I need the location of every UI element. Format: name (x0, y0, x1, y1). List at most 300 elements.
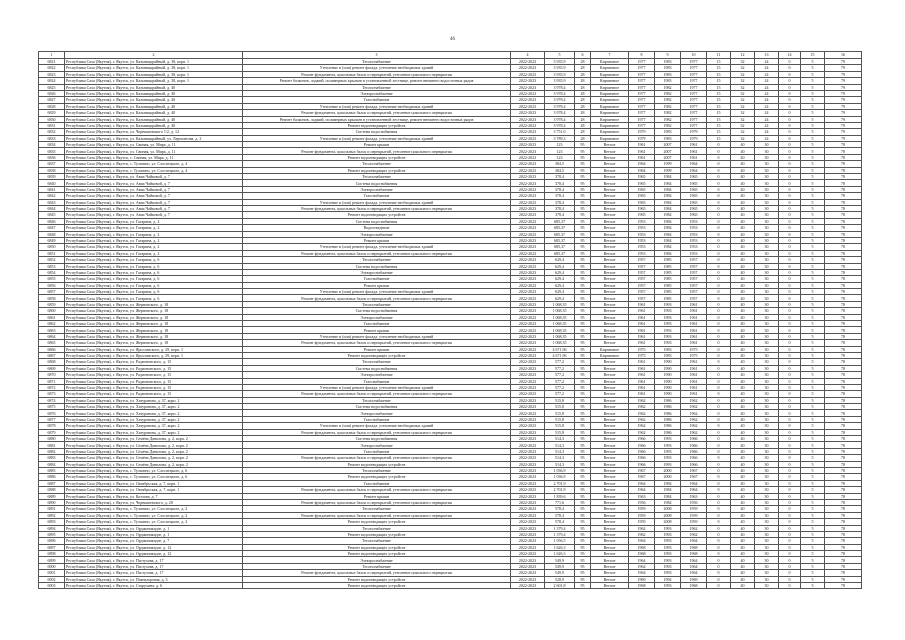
table-cell: 30 (755, 487, 779, 493)
table-cell: 0 (779, 65, 801, 71)
table-cell: 1964 (681, 161, 707, 167)
table-cell: Ветхое (591, 218, 629, 224)
table-cell: 5 (801, 71, 825, 77)
table-cell: 1993 (655, 563, 681, 569)
table-cell: Ветхое (591, 359, 629, 365)
table-cell: Ремонт фундамента, цокольных балок и перекрытий, утепление цокольного перекрытия (243, 512, 511, 518)
table-cell: 1993 (655, 301, 681, 307)
table-cell: 1957 (629, 289, 655, 295)
table-cell: 40 (731, 333, 755, 339)
table-cell: 32 (731, 103, 755, 109)
table-cell: 5 (801, 410, 825, 416)
table-cell: 40 (731, 269, 755, 275)
table-cell: 1984 (655, 225, 681, 231)
table-cell: 2022-2023 (511, 429, 545, 435)
table-cell: 78 (825, 525, 862, 531)
table-cell: 1962 (681, 397, 707, 403)
table-cell: 1993 (655, 340, 681, 346)
table-cell: 79 (825, 59, 862, 65)
table-cell: Республика Саха (Якутия), г. Якутск, ул. Радионовского, д. 15 (65, 391, 243, 397)
table-cell: 2022-2023 (511, 436, 545, 442)
table-cell: 5 (801, 333, 825, 339)
table-cell: 78 (825, 519, 862, 525)
table-cell: 4 671,96 (545, 346, 575, 352)
table-cell: 2022-2023 (511, 212, 545, 218)
table-cell: 577,2 (545, 391, 575, 397)
table-cell: 1962 (681, 525, 707, 531)
table-cell: 1984 (655, 212, 681, 218)
table-cell: 6862 (39, 321, 65, 327)
table-cell: Ветхое (591, 333, 629, 339)
table-cell: Республика Саха (Якутия), г. Якутск, ул. Гагарина, д. 6 (65, 257, 243, 263)
table-cell: Ремонт водоотводящих устройств (243, 154, 511, 160)
table-cell: 1993 (655, 544, 681, 550)
table-cell: 5 (801, 276, 825, 282)
table-cell: Ветхое (591, 301, 629, 307)
table-cell: Ветхое (591, 442, 629, 448)
table-cell: 6837 (39, 161, 65, 167)
table-cell: 5 (801, 186, 825, 192)
table-cell: Теплоснабжение (243, 563, 511, 569)
table-cell: 1975 (681, 346, 707, 352)
table-cell: 2022-2023 (511, 531, 545, 537)
table-cell: Республика Саха (Якутия), г. Якутск, ул. Жерновского, д. 18 (65, 308, 243, 314)
table-cell: Система водоснабжения (243, 365, 511, 371)
table-cell: 6828 (39, 103, 65, 109)
table-cell: 0 (707, 570, 731, 576)
table-cell: 1961 (681, 372, 707, 378)
table-cell: 1993 (655, 583, 681, 589)
table-cell: Республика Саха (Якутия), г. Якутск, ул. Авиа Чайковой, д. 7 (65, 205, 243, 211)
table-cell: 0 (707, 205, 731, 211)
table-cell: 0 (779, 346, 801, 352)
table-cell: 2022-2023 (511, 563, 545, 569)
table-cell: 6847 (39, 225, 65, 231)
table-cell: 1962 (681, 423, 707, 429)
table-cell: 1977 (629, 110, 655, 116)
table-cell: 78 (825, 480, 862, 486)
table-cell: 2022-2023 (511, 384, 545, 390)
table-cell: 78 (825, 346, 862, 352)
table-cell: 384,5 (545, 161, 575, 167)
table-cell: 95 (575, 154, 591, 160)
table-cell: 0 (707, 199, 731, 205)
table-cell: 0 (707, 174, 731, 180)
table-cell: 1965 (629, 193, 655, 199)
table-cell: 5 (801, 346, 825, 352)
table-cell: 1962 (629, 410, 655, 416)
table-cell: 2022-2023 (511, 448, 545, 454)
table-cell: 0 (707, 167, 731, 173)
table-cell: 0 (779, 59, 801, 65)
table-cell: 0 (707, 327, 731, 333)
table-cell: 2022-2023 (511, 404, 545, 410)
table-cell: 40 (731, 225, 755, 231)
table-cell: Республика Саха (Якутия), г. Якутск, ул. Орджоникидзе, д. 1 (65, 525, 243, 531)
table-cell: 0 (779, 384, 801, 390)
table-cell: 30 (755, 263, 779, 269)
table-cell: Республика Саха (Якутия), г. Якутск, ул. Гагарина, д. 6 (65, 269, 243, 275)
table-cell: Республика Саха (Якутия), г. Якутск, ул. Гагарина, д. 2 (65, 218, 243, 224)
table-cell: 1957 (681, 289, 707, 295)
table-cell: 78 (825, 391, 862, 397)
table-cell: 78 (825, 186, 862, 192)
table-cell: 1953 (681, 250, 707, 256)
table-cell: 6891 (39, 506, 65, 512)
table-cell: 378,4 (545, 212, 575, 218)
table-cell: Кирпичное (591, 84, 629, 90)
table-cell: 2022-2023 (511, 416, 545, 422)
table-cell: 0 (779, 416, 801, 422)
table-cell: 0 (779, 404, 801, 410)
table-cell: 515,8 (545, 404, 575, 410)
table-cell: Теплоснабжение (243, 59, 511, 65)
table-cell: Ветхое (591, 372, 629, 378)
table-cell: 30 (755, 167, 779, 173)
table-cell: 0 (779, 212, 801, 218)
table-cell: 1977 (629, 84, 655, 90)
table-cell: 1961 (681, 148, 707, 154)
table-cell: 1 036,9 (545, 468, 575, 474)
table-cell: 30 (755, 346, 779, 352)
table-cell: 0 (779, 410, 801, 416)
table-cell: 5 (801, 180, 825, 186)
table-cell: Электроснабжение (243, 442, 511, 448)
table-cell: 40 (731, 244, 755, 250)
table-cell: 0 (707, 321, 731, 327)
table-cell: 78 (825, 154, 862, 160)
table-cell: Республика Саха (Якутия), г. Якутск, ул. Семёна Данилова, д. 2, корп. 2 (65, 461, 243, 467)
table-cell: Республика Саха (Якутия), г. Якутск, ул. Авиа Чайковой, д. 7 (65, 193, 243, 199)
table-cell: 6882 (39, 448, 65, 454)
table-cell: 1967 (681, 474, 707, 480)
table-cell: 1966 (681, 461, 707, 467)
table-cell: 1962 (629, 429, 655, 435)
table-cell: Республика Саха (Якутия), г. Якутск, ул. Свиная, ул. Мира, д. 11 (65, 142, 243, 148)
table-cell: 78 (825, 263, 862, 269)
table-cell: 1977 (681, 122, 707, 128)
table-cell: 0 (707, 186, 731, 192)
table-cell: 30 (755, 468, 779, 474)
table-cell: 78 (825, 493, 862, 499)
table-cell: 95 (575, 583, 591, 589)
table-row (39, 583, 862, 589)
table-cell: Ветхое (591, 487, 629, 493)
table-cell: 1983 (655, 352, 681, 358)
table-cell: 2 601,8 (545, 583, 575, 589)
table-cell: Утепление и (или) ремонт фасада, утепление необходимых зданий (243, 199, 511, 205)
table-cell: 0 (707, 346, 731, 352)
table-cell: 0 (707, 378, 731, 384)
table-cell: 0 (779, 551, 801, 557)
table-cell: 5 (801, 148, 825, 154)
table-cell: 40 (731, 199, 755, 205)
table-cell: 1993 (655, 461, 681, 467)
table-cell: 24 (755, 122, 779, 128)
table-cell: Республика Саха (Якутия), г. Якутск, ул. Радионовского, д. 15 (65, 359, 243, 365)
table-cell: Республика Саха (Якутия), г. Якутск, ул. Кальвицкрайный, д. 40 (65, 84, 243, 90)
table-cell: 95 (575, 455, 591, 461)
table-cell: 95 (575, 276, 591, 282)
table-cell: 1961 (629, 333, 655, 339)
table-cell: Теплоснабжение (243, 257, 511, 263)
table-cell: 1953 (629, 231, 655, 237)
table-cell: 6857 (39, 289, 65, 295)
column-header: 5 (545, 52, 575, 59)
table-cell: 6829 (39, 110, 65, 116)
table-cell: 95 (575, 538, 591, 544)
table-cell: 0 (779, 103, 801, 109)
table-cell: 6901 (39, 570, 65, 576)
table-cell: 1965 (629, 212, 655, 218)
table-cell: 5 (801, 480, 825, 486)
table-cell: 1965 (629, 180, 655, 186)
table-cell: 6840 (39, 180, 65, 186)
table-cell: Ветхое (591, 174, 629, 180)
table-cell: 2022-2023 (511, 59, 545, 65)
table-cell: Республика Саха (Якутия), г. Якутск, ул. Жерновского, д. 18 (65, 327, 243, 333)
table-cell: 5 (801, 416, 825, 422)
table-cell: 24 (755, 97, 779, 103)
table-cell: 95 (575, 321, 591, 327)
table-cell: 685,37 (545, 237, 575, 243)
table-cell: Ветхое (591, 282, 629, 288)
table-cell: 95 (575, 212, 591, 218)
table-cell: Утепление и (или) ремонт фасада, утепление необходимых зданий (243, 384, 511, 390)
table-cell: 0 (707, 557, 731, 563)
table-cell: 78 (825, 499, 862, 505)
table-cell: Республика Саха (Якутия), г. Якутск, ул. Авиа Чайковой, д. 7 (65, 180, 243, 186)
column-header: 9 (655, 52, 681, 59)
table-cell: Республика Саха (Якутия), г. Якутск, ул. Радионовского, д. 15 (65, 384, 243, 390)
table-cell: 1983 (655, 135, 681, 141)
table-cell: 78 (825, 231, 862, 237)
table-cell: Кирпичное (591, 59, 629, 65)
table-cell: 78 (825, 416, 862, 422)
table-cell: 1977 (681, 110, 707, 116)
table-cell: 30 (755, 455, 779, 461)
table-cell: 6902 (39, 576, 65, 582)
table-cell: 1986 (655, 423, 681, 429)
table-cell: 95 (575, 333, 591, 339)
table-cell: 78 (825, 512, 862, 518)
table-cell: 78 (825, 576, 862, 582)
table-cell: 1964 (629, 161, 655, 167)
table-cell: Ремонт водоотводящих устройств (243, 551, 511, 557)
table-cell: 40 (731, 231, 755, 237)
table-cell: 1966 (629, 442, 655, 448)
table-cell: 0 (779, 448, 801, 454)
table-cell: 40 (731, 193, 755, 199)
table-cell: 1983 (655, 129, 681, 135)
table-cell: Ветхое (591, 544, 629, 550)
table-cell: 0 (707, 480, 731, 486)
table-cell: Ремонт балконов, лоджий, полимерных крыльев в установленной лестнице, ремонт внешнего водосточных рядов (243, 116, 511, 122)
table-cell: 78 (825, 544, 862, 550)
table-cell: 30 (755, 442, 779, 448)
table-cell: Теплоснабжение (243, 468, 511, 474)
table-cell: 2022-2023 (511, 551, 545, 557)
table-cell: 2022-2023 (511, 327, 545, 333)
table-cell: 30 (755, 557, 779, 563)
table-cell: 40 (731, 282, 755, 288)
table-cell: 1993 (655, 538, 681, 544)
table-cell: Электроснабжение (243, 269, 511, 275)
table-cell: 2007 (655, 154, 681, 160)
column-header: 13 (755, 52, 779, 59)
table-cell: 1993 (655, 321, 681, 327)
table-cell: 0 (707, 416, 731, 422)
table-cell: 5 (801, 84, 825, 90)
table-cell: 1965 (681, 199, 707, 205)
table-cell: 78 (825, 212, 862, 218)
table-cell: 1 068,35 (545, 308, 575, 314)
table-cell: 0 (779, 461, 801, 467)
table-cell: 1982 (655, 122, 681, 128)
table-cell: 578,4 (545, 512, 575, 518)
table-cell: 0 (779, 250, 801, 256)
table-cell: 95 (575, 563, 591, 569)
table-cell: 1953 (681, 225, 707, 231)
table-cell: 95 (575, 167, 591, 173)
table-cell: 3 789,3 (545, 135, 575, 141)
table-cell: 79 (825, 90, 862, 96)
table-cell: 2022-2023 (511, 340, 545, 346)
table-cell: 0 (779, 295, 801, 301)
table-cell: 1985 (655, 269, 681, 275)
table-cell: Ветхое (591, 289, 629, 295)
table-cell: 685,37 (545, 218, 575, 224)
table-cell: Республика Саха (Якутия), г. Якутск, ул. Радионовского, д. 15 (65, 378, 243, 384)
table-cell: 6864 (39, 333, 65, 339)
table-cell: Теплоснабжение (243, 506, 511, 512)
table-cell: 6821 (39, 59, 65, 65)
table-cell: 515,8 (545, 429, 575, 435)
table-cell: Ремонт водоотводящих устройств (243, 544, 511, 550)
table-cell: 30 (755, 480, 779, 486)
table-cell: Республика Саха (Якутия), г. Якутск, ул. Хатуранова, д. 37, корп. 2 (65, 429, 243, 435)
table-cell: 6867 (39, 352, 65, 358)
table-cell: 0 (707, 372, 731, 378)
table-cell: 0 (779, 359, 801, 365)
table-cell: 2022-2023 (511, 576, 545, 582)
table-cell: 5 (801, 225, 825, 231)
table-cell: 1986 (655, 410, 681, 416)
table-cell: 30 (755, 384, 779, 390)
table-cell: 95 (575, 423, 591, 429)
table-cell: 95 (575, 410, 591, 416)
table-cell: 78 (825, 448, 862, 454)
table-cell: 24 (755, 103, 779, 109)
table-cell: 5 (801, 321, 825, 327)
table-cell: Ветхое (591, 506, 629, 512)
table-cell: Теплоснабжение (243, 301, 511, 307)
table-cell: Ремонт фундамента, цокольных балок и перекрытий, утепление цокольного перекрытия (243, 570, 511, 576)
table-cell: 1985 (655, 295, 681, 301)
table-cell: 0 (779, 84, 801, 90)
table-cell: 5 (801, 122, 825, 128)
table-cell: 5 (801, 365, 825, 371)
table-cell: 1961 (629, 148, 655, 154)
table-cell: 6890 (39, 499, 65, 505)
table-cell: 2022-2023 (511, 244, 545, 250)
table-cell: 95 (575, 237, 591, 243)
table-cell: 2 701,9 (545, 480, 575, 486)
table-cell: 40 (731, 276, 755, 282)
table-cell: 6903 (39, 583, 65, 589)
table-cell: 0 (707, 295, 731, 301)
table-cell: 1961 (681, 314, 707, 320)
table-cell: 1990 (655, 384, 681, 390)
table-cell: Республика Саха (Якутия), г. Якутск, ул. Семёна Данилова, д. 2, корп. 2 (65, 442, 243, 448)
table-cell: 15 (707, 59, 731, 65)
table-cell: 0 (707, 512, 731, 518)
table-cell: Ветхое (591, 193, 629, 199)
table-cell: 95 (575, 544, 591, 550)
table-cell: Газоснабжение (243, 276, 511, 282)
table-cell: 1963 (681, 493, 707, 499)
table-cell: Кирпичное (591, 71, 629, 77)
table-cell: 1977 (681, 78, 707, 84)
table-cell: Ремонт фундамента, цокольных балок и перекрытий, утепление цокольного перекрытия (243, 499, 511, 505)
table-cell: 2022-2023 (511, 225, 545, 231)
table-cell: Республика Саха (Якутия), г. Якутск, ул. Гагарина, д. 2 (65, 231, 243, 237)
table-cell: 0 (707, 391, 731, 397)
table-cell: 30 (755, 148, 779, 154)
table-cell: 1994 (655, 576, 681, 582)
table-cell: 1961 (629, 142, 655, 148)
table-cell: 1990 (655, 372, 681, 378)
table-cell: 5 (801, 282, 825, 288)
table-cell: 514,3 (545, 448, 575, 454)
table-cell: 5 (801, 583, 825, 589)
table-cell: 0 (707, 436, 731, 442)
table-cell: Ремонт крыши (243, 142, 511, 148)
table-cell: 40 (731, 359, 755, 365)
table-cell: 6873 (39, 391, 65, 397)
table-cell: 78 (825, 359, 862, 365)
table-cell: 5 (801, 525, 825, 531)
table-cell: 5 (801, 487, 825, 493)
table-cell: 30 (755, 193, 779, 199)
table-cell: 384,5 (545, 167, 575, 173)
table-cell: 6892 (39, 512, 65, 518)
table-cell: 1961 (629, 321, 655, 327)
table-cell: 1977 (681, 116, 707, 122)
table-cell: 1993 (655, 314, 681, 320)
table-cell: 95 (575, 282, 591, 288)
table-cell: 6838 (39, 167, 65, 173)
table-cell: 5 (801, 161, 825, 167)
table-cell: 6844 (39, 205, 65, 211)
table-cell: 2007 (655, 142, 681, 148)
table-cell: 40 (731, 493, 755, 499)
table-cell: 1957 (681, 276, 707, 282)
table-cell: 30 (755, 231, 779, 237)
table-cell: Ремонт крыши (243, 282, 511, 288)
table-cell: 30 (755, 519, 779, 525)
table-cell: 40 (731, 544, 755, 550)
table-cell: 0 (707, 538, 731, 544)
table-cell: 5 (801, 378, 825, 384)
table-cell: 0 (779, 321, 801, 327)
table-cell: Ветхое (591, 391, 629, 397)
table-cell: 1984 (655, 499, 681, 505)
table-cell: 5 (801, 301, 825, 307)
table-cell: 0 (779, 167, 801, 173)
table-cell: 78 (825, 372, 862, 378)
table-cell: 95 (575, 142, 591, 148)
